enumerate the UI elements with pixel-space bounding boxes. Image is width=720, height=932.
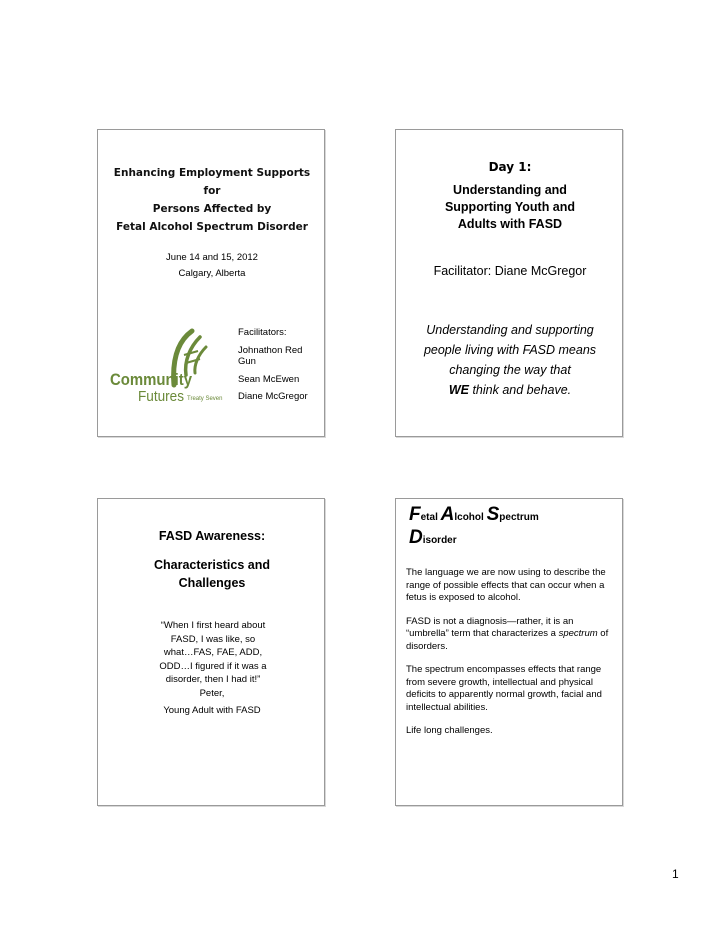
definition-title: [409, 505, 609, 551]
definition-paragraph: [406, 616, 612, 654]
awareness-title-line: Challenges: [178, 576, 246, 590]
quote-line: Understanding and supporting: [426, 323, 594, 337]
day-title-line: Supporting Youth and: [444, 200, 576, 214]
acronym-word: lcohol: [454, 512, 487, 523]
definition-paragraph: The spectrum encompasses effects that range from severe growth, intellectual and physical deficits to apparently normal growth, facial and intellectual abilities.: [406, 664, 602, 713]
day-title: [404, 182, 616, 233]
event-date-location: [106, 250, 318, 282]
slide-fasd-definition: [395, 498, 623, 806]
quote-emphasis: WE: [448, 383, 469, 397]
facilitators-list: [238, 327, 318, 409]
page-number: 1: [672, 867, 679, 881]
wheat-stalk-icon: [108, 327, 230, 405]
quote-attribution: [106, 685, 318, 719]
paragraph-text: FASD is not a diagnosis—rather, it is an “umbrella” term that characterizes a: [406, 615, 574, 639]
event-location: Calgary, Alberta: [178, 268, 246, 279]
awareness-title: [106, 526, 318, 590]
slide-day-one: [395, 129, 623, 437]
acronym-word: etal: [420, 512, 441, 523]
quote-line: FASD, I was like, so: [170, 633, 256, 645]
quote-line: [402, 380, 618, 400]
facilitators-label: Facilitators:: [238, 327, 287, 338]
definition-title-line: [409, 528, 609, 551]
acronym-word: pectrum: [499, 512, 539, 523]
logo-word-futures: Futures: [138, 388, 184, 405]
facilitator-name: Diane McGregor: [238, 391, 308, 402]
slide-fasd-awareness: [97, 498, 325, 806]
logo-tagline: Treaty Seven: [187, 396, 223, 402]
peter-quote: [158, 619, 268, 687]
title-line: for: [203, 185, 221, 197]
paragraph-text: of disorders.: [406, 628, 609, 652]
attribution-description: Young Adult with FASD: [163, 705, 261, 716]
paragraph-emphasis: spectrum: [558, 628, 598, 639]
definition-paragraph: Life long challenges.: [406, 725, 493, 736]
community-futures-logo: [108, 327, 230, 405]
acronym-letter: S: [486, 504, 500, 525]
awareness-title-line: FASD Awareness:: [158, 529, 266, 543]
title-line: Fetal Alcohol Spectrum Disorder: [116, 221, 308, 233]
acronym-letter: F: [409, 504, 421, 525]
day-title-line: Understanding and: [453, 183, 567, 197]
definition-paragraph: The language we are now using to describe the range of possible effects that can occur when a fetus is exposed to alcohol.: [406, 567, 606, 603]
slide-title: [97, 129, 325, 437]
acronym-letter: A: [440, 504, 455, 525]
day-quote: [402, 320, 618, 400]
day-facilitator: Facilitator: Diane McGregor: [433, 264, 587, 278]
title-line: Enhancing Employment Supports: [113, 167, 311, 179]
logo-word-community: Community: [110, 370, 193, 389]
definition-body: [406, 567, 612, 749]
awareness-title-line: Characteristics and: [153, 558, 271, 572]
quote-line: “When I first heard about: [160, 620, 266, 631]
definition-title-line: [409, 505, 609, 528]
title-line: Persons Affected by: [152, 203, 272, 215]
day-title-line: Adults with FASD: [457, 217, 563, 231]
quote-line: what…FAS, FAE, ADD,: [163, 647, 263, 658]
day-heading: Day 1:: [488, 160, 532, 174]
quote-line: changing the way that: [449, 363, 571, 377]
quote-line: ODD…I figured if it was a: [159, 660, 267, 672]
facilitator-name: Johnathon Red Gun: [238, 344, 303, 367]
acronym-word: isorder: [422, 535, 457, 546]
event-date: June 14 and 15, 2012: [166, 252, 258, 263]
quote-end: think and behave.: [468, 383, 572, 397]
acronym-letter: D: [409, 527, 423, 548]
quote-line: people living with FASD means: [423, 343, 597, 357]
facilitator-name: Sean McEwen: [238, 373, 300, 385]
quote-line: disorder, then I had it!”: [165, 674, 261, 685]
workshop-title: [106, 164, 318, 236]
attribution-name: Peter,: [199, 688, 225, 699]
